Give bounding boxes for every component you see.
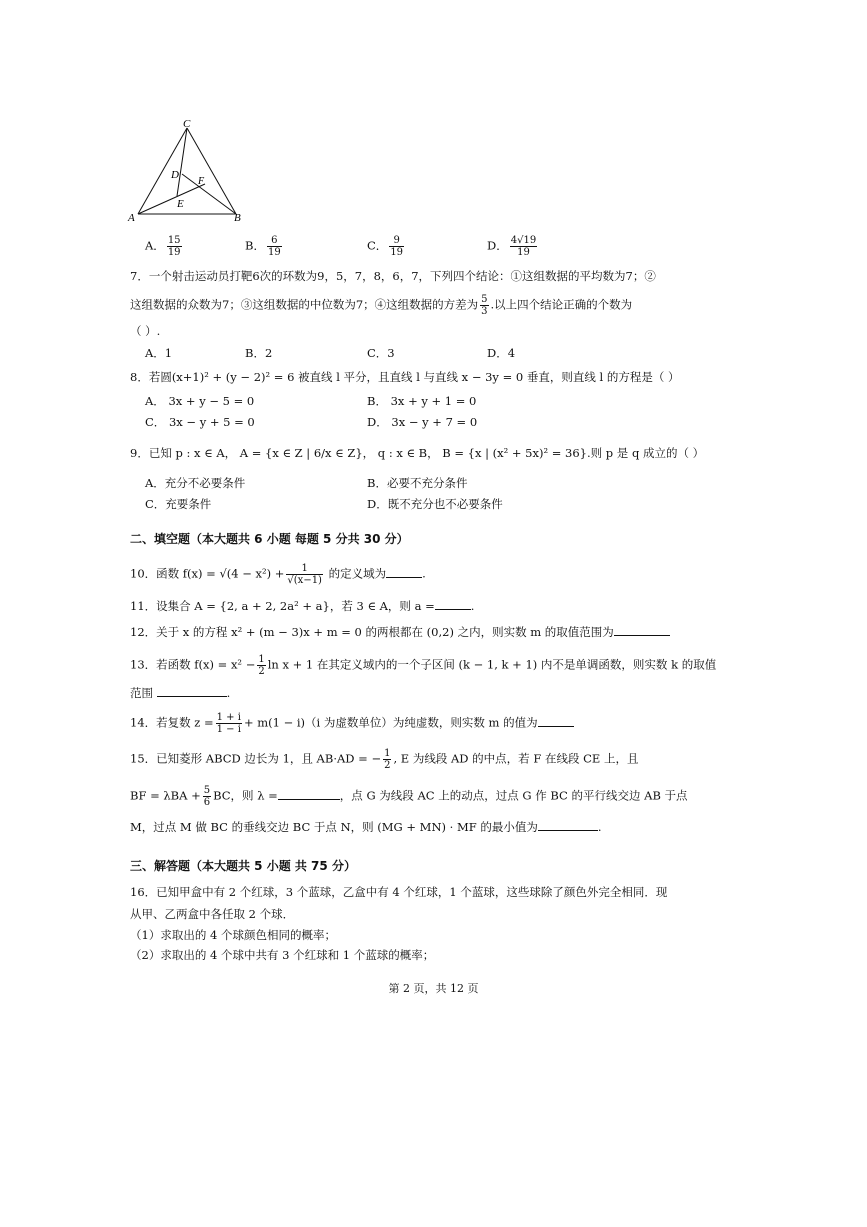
q6-option-d: D． $\frac{4√19}{19}$ (487, 235, 537, 258)
q15-line-3: M，过点 M 做 BC 的垂线交边 BC 于点 N，则 (MG + MN) · MF 的最小值为 . (130, 820, 602, 834)
triangle-figure (125, 118, 255, 228)
q9-stem: 9．已知 p : x ∈ A， A = {x ∈ Z | 6/x ∈ Z}， q : x ∈ B， B = {x | (x² + 5x)² = 36}.则 p 是 q 成立的（ ） (130, 446, 705, 460)
q7-option-d: D．4 (487, 346, 516, 360)
page-footer: 第 2 页，共 12 页 (388, 982, 479, 995)
q7-line-2: 这组数据的众数为7；③这组数据的中位数为7；④这组数据的方差为 $\frac{5}{3}$ .以上四个结论正确的个数为 (130, 294, 633, 317)
section-answer-heading: 三、解答题（本大题共 5 小题 共 75 分） (130, 859, 356, 873)
q16-line-2: 从甲、乙两盒中各任取 2 个球． (130, 907, 295, 921)
section-fill-in-heading: 二、填空题（本大题共 6 小题 每题 5 分共 30 分） (130, 532, 409, 546)
q7-line-3: （ ）. (130, 324, 161, 338)
q8-stem: 8．若圆(x+1)² + (y − 2)² = 6 被直线 l 平分，且直线 l 与直线 x − 3y = 0 垂直，则直线 l 的方程是（ ） (130, 370, 680, 384)
q13-line-1: 13．若函数 f(x) = x² − $\frac{1}{2}$ ln x + 1 在其定义域内的一个子区间 (k − 1, k + 1) 内不是单调函数，则实数 k 的取值 (130, 654, 717, 677)
q16-line-1: 16．已知甲盒中有 2 个红球，3 个蓝球，乙盒中有 4 个红球，1 个蓝球，这些球除了颜色外完全相同．现 (130, 885, 668, 899)
q8-option-b: B． 3x + y + 1 = 0 (367, 394, 477, 408)
q6-option-c: C． $\frac{9}{19}$ (367, 235, 404, 258)
q7-line-1: 7．一个射击运动员打靶6次的环数为9，5，7，8，6，7，下列四个结论：①这组数据的平均数为7；② (130, 269, 656, 283)
q11: 11．设集合 A = {2, a + 2, 2a² + a}，若 3 ∈ A，则 a = . (130, 599, 475, 613)
q14: 14．若复数 z = $\frac{1 + i}{1 - i}$ + m(1 − i)（i 为虚数单位）为纯虚数，则实数 m 的值为 (130, 712, 574, 735)
q9-option-a: A．充分不必要条件 (145, 476, 246, 490)
q8-option-a: A． 3x + y − 5 = 0 (145, 394, 255, 408)
q8-option-c: C． 3x − y + 5 = 0 (145, 415, 255, 429)
q9-option-b: B．必要不充分条件 (367, 476, 468, 490)
q7-option-c: C．3 (367, 346, 395, 360)
label-a: A (128, 212, 135, 224)
q7-option-b: B．2 (245, 346, 273, 360)
label-b: B (234, 212, 241, 224)
q16-part-2: （2）求取出的 4 个球中共有 3 个红球和 1 个蓝球的概率； (130, 948, 435, 962)
q8-option-d: D． 3x − y + 7 = 0 (367, 415, 478, 429)
q15-line-2: BF = λBA + $\frac{5}{6}$ BC，则 λ = ，点 G 为线段 AC 上的动点，过点 G 作 BC 的平行线交边 AB 于点 (130, 785, 688, 808)
label-e: E (177, 198, 184, 210)
label-f: F (198, 176, 205, 187)
q6-option-b: B． $\frac{6}{19}$ (245, 235, 281, 258)
q15-line-1: 15．已知菱形 ABCD 边长为 1，且 AB·AD = − $\frac{1}{2}$ , E 为线段 AD 的中点，若 F 在线段 CE 上，且 (130, 748, 639, 771)
label-c: C (183, 118, 191, 130)
q16-part-1: （1）求取出的 4 个球颜色相同的概率； (130, 928, 336, 942)
q6-option-a: A． $\frac{15}{19}$ (145, 235, 181, 258)
q12: 12．关于 x 的方程 x² + (m − 3)x + m = 0 的两根都在 (0,2) 之内，则实数 m 的取值范围为 (130, 624, 670, 640)
label-d: D (171, 169, 179, 181)
q9-option-d: D．既不充分也不必要条件 (367, 497, 503, 511)
q7-option-a: A．1 (145, 346, 173, 360)
q10: 10．函数 f(x) = √(4 − x²) + $\frac{1}{√(x-1)}$ 的定义域为 . (130, 563, 426, 586)
q13-line-2: 范围 . (130, 686, 231, 700)
q9-option-c: C．充要条件 (145, 497, 212, 511)
